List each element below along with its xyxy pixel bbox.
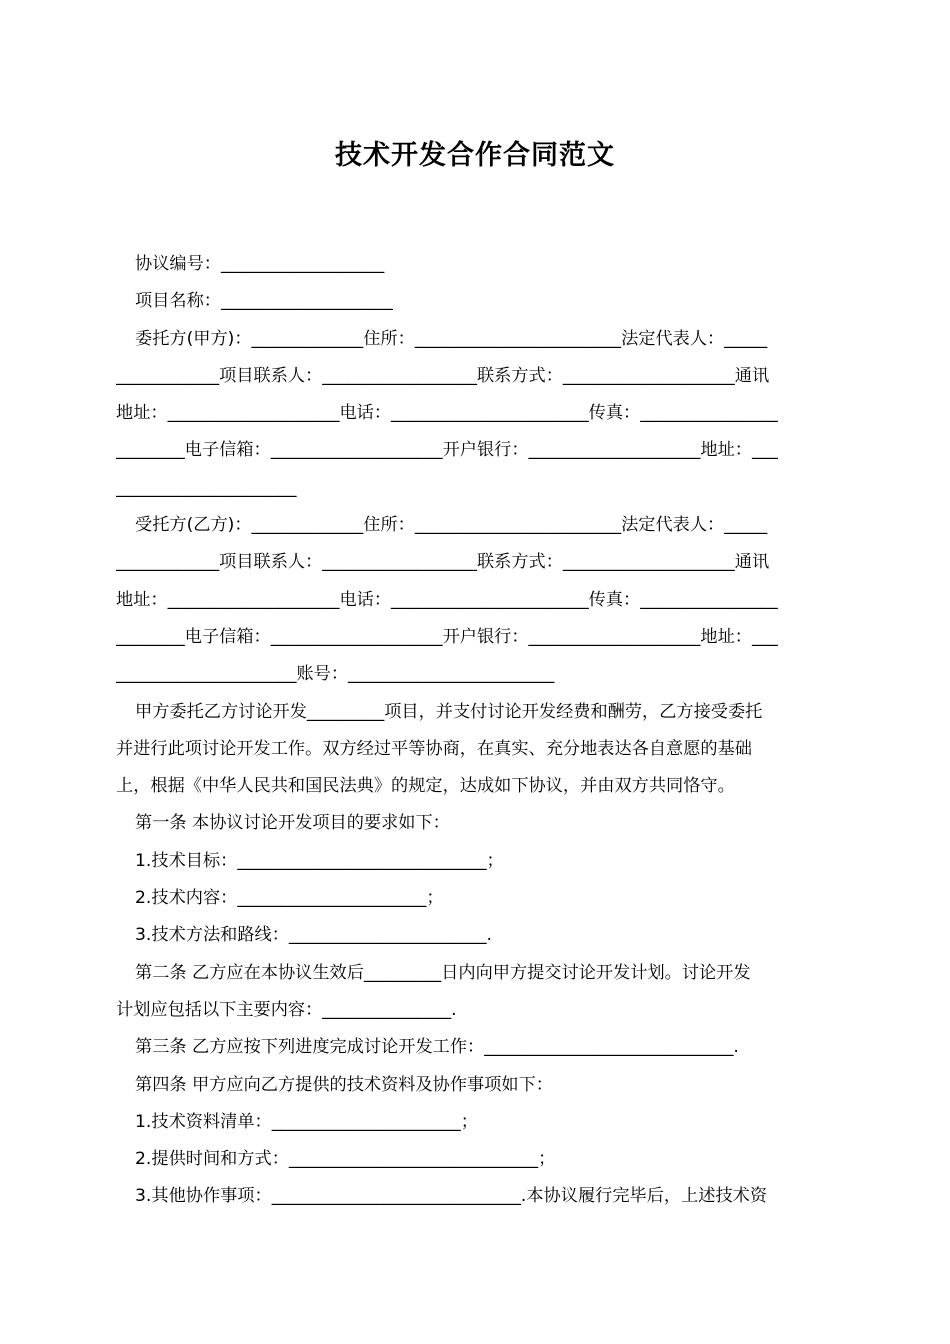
list-item: 1.技术资料清单：______________________； xyxy=(135,1111,478,1132)
list-item: 2.提供时间和方式：_____________________________； xyxy=(135,1149,556,1170)
document-title: 技术开发合作合同范文 xyxy=(335,140,615,171)
list-item: 3.技术方法和路线：_______________________. xyxy=(135,925,493,946)
text-line: 受托方(乙方)：_____________住所：________________________法定代表人：_____ xyxy=(135,515,768,536)
article-heading: 第四条 甲方应向乙方提供的技术资料及协作事项如下： xyxy=(135,1074,553,1095)
list-item: 3.其他协作事项：_____________________________.本协议履行完毕后，上述技术资 xyxy=(135,1186,768,1207)
article-heading: 第一条 本协议讨论开发项目的要求如下： xyxy=(135,813,450,834)
list-item: 2.技术内容：______________________； xyxy=(135,888,444,909)
list-item: 1.技术目标：_____________________________； xyxy=(135,850,504,871)
text-line: 上，根据《中华人民共和国民法典》的规定，达成如下协议，并由双方共同恪守。 xyxy=(116,776,735,797)
text-line: _____________________ xyxy=(116,477,297,498)
text-line: ____________项目联系人：__________________联系方式：____________________通讯 xyxy=(116,365,770,386)
article-heading: 第三条 乙方应按下列进度完成讨论开发工作：_____________________________. xyxy=(135,1037,739,1058)
document-body xyxy=(116,246,835,1216)
text-line: 甲方委托乙方讨论开发_________项目，并支付讨论开发经费和酬劳，乙方接受委托 xyxy=(135,701,763,722)
text-line: ________电子信箱：____________________开户银行：____________________地址：___ xyxy=(116,626,778,647)
text-line: 地址：____________________电话：_______________________传真：________________ xyxy=(116,589,778,610)
text-line: 项目名称：____________________ xyxy=(135,291,393,312)
text-line: 计划应包括以下主要内容：_______________. xyxy=(116,999,457,1020)
text-line: 并进行此项讨论开发工作。双方经过平等协商，在真实、充分地表达各自意愿的基础 xyxy=(116,738,752,759)
text-line: 地址：____________________电话：_______________________传真：________________ xyxy=(116,403,778,424)
text-line: ____________项目联系人：__________________联系方式：____________________通讯 xyxy=(116,552,770,573)
text-line: _____________________账号：________________________ xyxy=(116,664,555,685)
article-heading: 第二条 乙方应在本协议生效后_________日内向甲方提交讨论开发计划。讨论开发 xyxy=(135,962,751,983)
text-line: 协议编号：___________________ xyxy=(135,254,385,274)
text-line: ________电子信箱：____________________开户银行：____________________地址：___ xyxy=(116,440,778,461)
text-line: 委托方(甲方)：_____________住所：________________________法定代表人：_____ xyxy=(135,328,768,349)
